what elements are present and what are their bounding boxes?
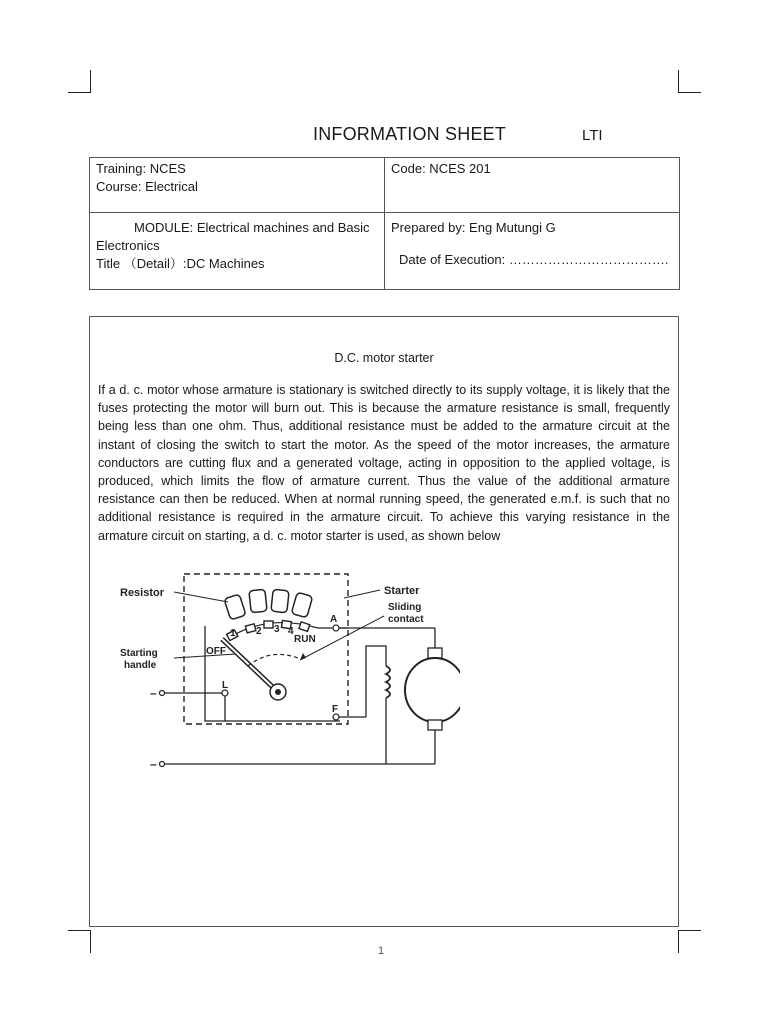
course-text: Course: Electrical [96, 179, 198, 194]
code-text: Code: NCES 201 [391, 161, 491, 176]
title-detail-text: Title （Detail）:DC Machines [96, 256, 265, 271]
label-stud-1: 1 [230, 628, 236, 639]
label-starter: Starter [384, 585, 420, 597]
label-minus-top: – [150, 686, 157, 700]
label-stud-4: 4 [288, 626, 294, 637]
crop-mark-bottom-right [678, 930, 701, 953]
page-title: INFORMATION SHEET [313, 124, 507, 144]
code-cell [385, 158, 680, 213]
label-handle: handle [124, 660, 157, 671]
prepared-cell [385, 213, 680, 290]
label-l: L [222, 680, 229, 691]
crop-mark-top-right [678, 70, 701, 93]
field-winding [386, 666, 390, 698]
prepared-by-text: Prepared by: Eng Mutungi G [391, 220, 556, 235]
label-resistor: Resistor [120, 587, 165, 599]
body-paragraph: If a d. c. motor whose armature is stationary is switched directly to its supply voltage, it is likely that the fuses protecting the motor will burn out. This is because the armature resistance is small, frequently being less than one ohm. Thus, additional resistance must be added to the armature circuit at the instant of closing the switch to start the motor. As the speed of the motor increases, the armature conductors are cutting flux and a generated voltage, acting in opposition to the applied voltage, is produced, which limits the flow of armature current. Thus the value of the additional armature resistance can then be reduced. When at normal running speed, the generated e.m.f. is such that no additional resistance is required in the armature circuit. To achieve this varying resistance in the armature circuit on starting, a d. c. motor starter is used, as shown below [98, 383, 670, 543]
sheet-tag: LTI [582, 127, 603, 144]
training-cell [90, 158, 385, 213]
date-of-execution-text: Date of Execution: ………………………………. [399, 252, 669, 267]
dc-motor [405, 658, 460, 722]
crop-mark-bottom-left [68, 930, 91, 953]
label-run: RUN [294, 634, 316, 645]
resistor-coils [224, 589, 313, 620]
sliding-arc [248, 654, 298, 666]
crop-mark-top-left [68, 70, 91, 93]
label-contact: contact [388, 614, 424, 625]
label-starting: Starting [120, 648, 158, 659]
label-stud-3: 3 [274, 624, 280, 635]
page-number: 1 [378, 945, 385, 957]
label-a: A [330, 614, 338, 625]
info-table [89, 157, 680, 290]
training-text: Training: NCES [96, 161, 186, 176]
label-f: F [332, 704, 339, 715]
dc-motor-starter-diagram [110, 566, 460, 776]
label-stud-2: 2 [256, 626, 262, 637]
module-text: MODULE: Electrical machines and Basic Electronics [96, 220, 370, 253]
label-sliding: Sliding [388, 602, 422, 613]
section-heading: D.C. motor starter [334, 351, 434, 365]
label-minus-bottom: – [150, 757, 157, 771]
module-cell [90, 213, 385, 290]
label-off: OFF [206, 646, 226, 657]
